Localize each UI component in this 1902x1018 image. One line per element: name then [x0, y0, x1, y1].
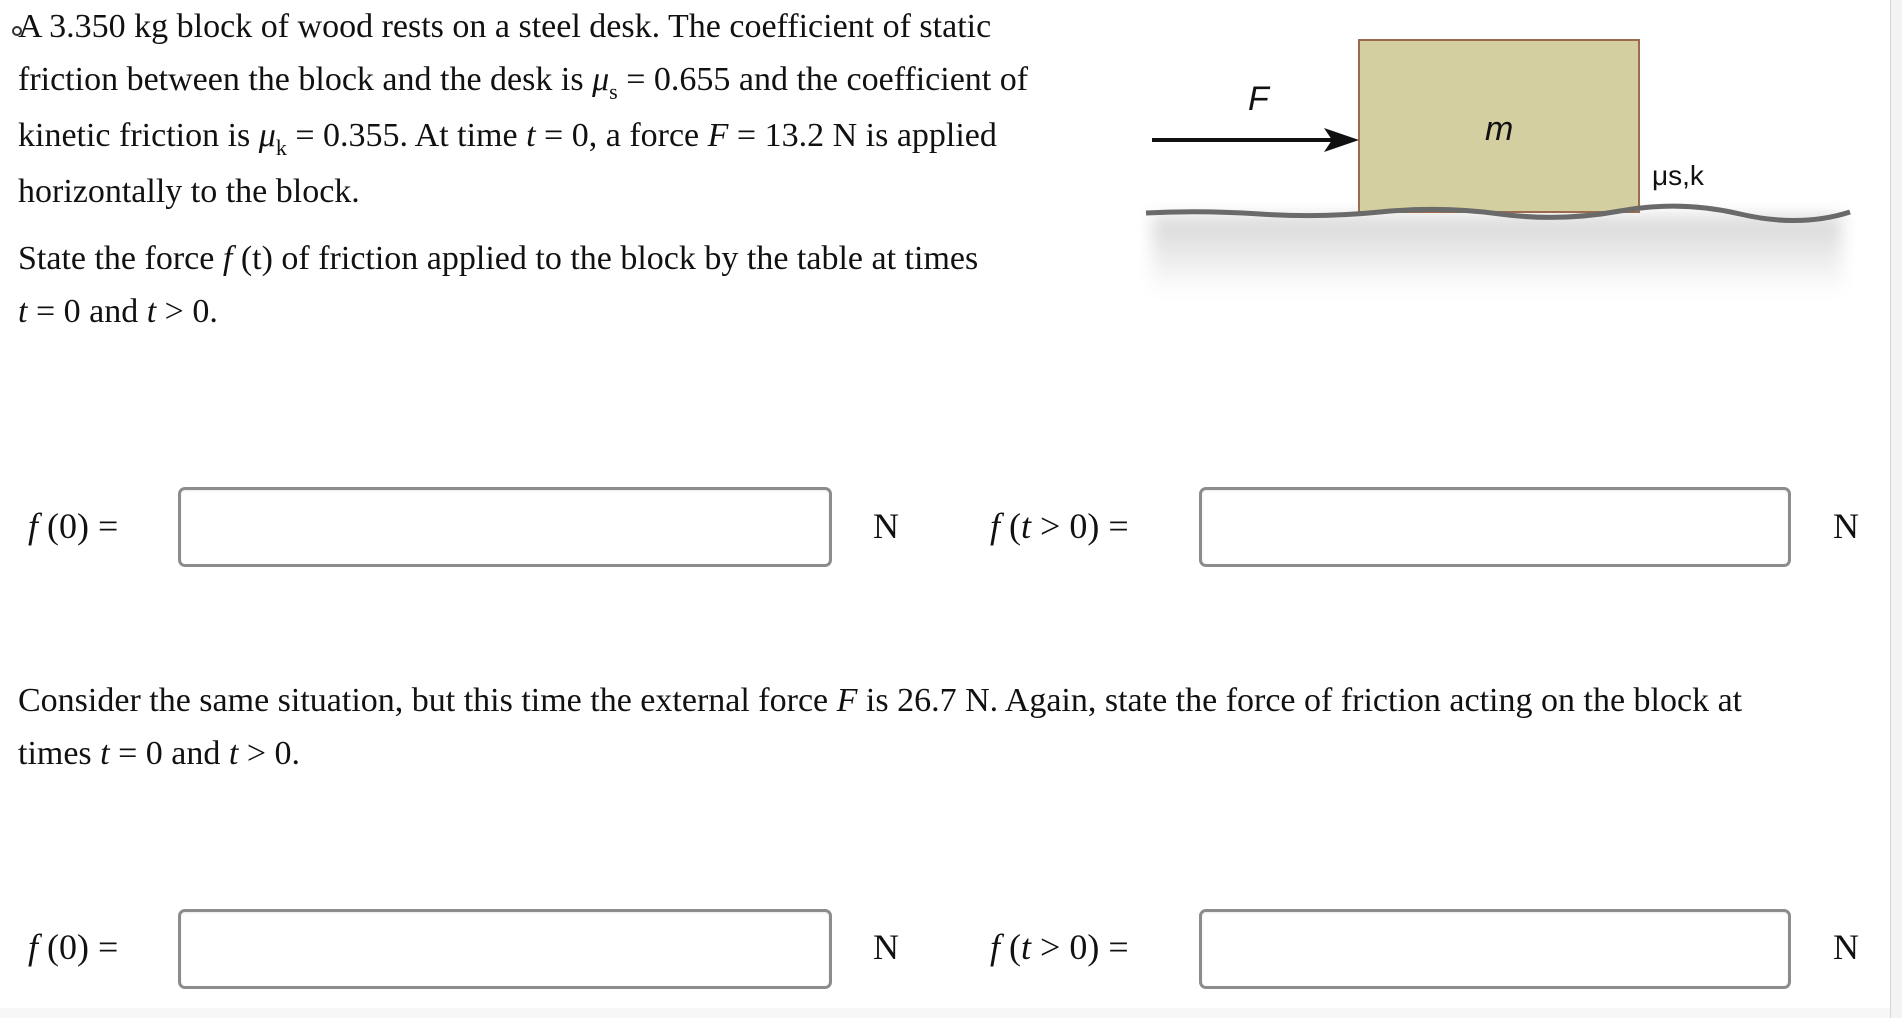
ft-input-1[interactable]	[1199, 487, 1791, 567]
ft-label-2: f (t > 0) =	[990, 927, 1129, 967]
ft-unit-2: N	[1833, 927, 1859, 967]
problem-line-4: horizontally to the block.	[18, 173, 360, 210]
mass-label: m	[1485, 110, 1514, 148]
f0-label-1: f (0) =	[28, 506, 119, 546]
question-2	[18, 674, 1742, 780]
question-1-line-1: State the force f (t) of friction applied to the block by the table at times	[18, 240, 979, 277]
desk-shadow	[1152, 216, 1842, 294]
page-bottom-edge	[0, 1008, 1890, 1018]
problem-line-3: kinetic friction is $\mu_k = 0.355$. At time t = 0, a force F = 13.2 N is applied	[18, 117, 997, 160]
question-1-line-2: t = 0 and t > 0.	[18, 293, 218, 330]
block-diagram	[1140, 30, 1860, 310]
f0-label-2: f (0) =	[28, 927, 119, 967]
ft-label-1: f (t > 0) =	[990, 506, 1129, 546]
force-label: F	[1248, 80, 1269, 118]
scrollbar-track[interactable]	[1890, 0, 1902, 1018]
friction-coefficient-label: μs,k	[1652, 160, 1704, 191]
f0-unit-1: N	[873, 506, 899, 546]
question-2-line-2: times t = 0 and t > 0.	[18, 735, 301, 772]
f0-input-1[interactable]	[178, 487, 832, 567]
f0-input-2[interactable]	[178, 909, 832, 989]
problem-line-1: A 3.350 kg block of wood rests on a steel desk. The coefficient of static	[18, 8, 992, 45]
question-1	[18, 232, 978, 338]
question-2-line-1: Consider the same situation, but this time the external force F is 26.7 N. Again, state the force of friction acting on the block at	[18, 682, 1743, 719]
f0-unit-2: N	[873, 927, 899, 967]
problem-line-2: friction between the block and the desk is $\mu_s = 0.655$ and the coefficient of	[18, 61, 1029, 104]
ft-unit-1: N	[1833, 506, 1859, 546]
problem-statement	[18, 0, 1028, 218]
bullet-icon	[12, 26, 22, 36]
ft-input-2[interactable]	[1199, 909, 1791, 989]
